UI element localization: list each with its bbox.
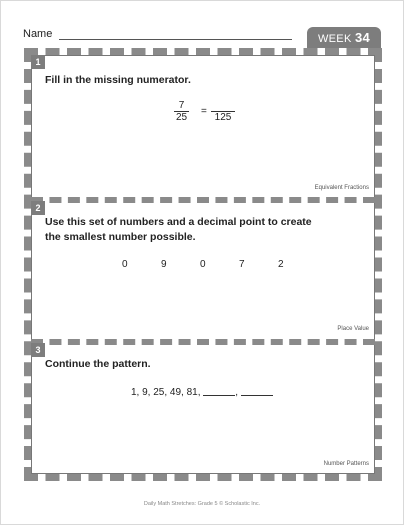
denominator: 125 <box>214 112 232 123</box>
skill-tag: Place Value <box>337 326 369 332</box>
problem-frame <box>24 48 382 481</box>
digit: 9 <box>161 259 167 270</box>
name-row <box>23 28 293 42</box>
problem-number: 2 <box>31 201 45 215</box>
copyright-footer: Daily Math Stretches: Grade 5 © Scholastic Inc. <box>143 501 261 507</box>
digit: 2 <box>278 259 284 270</box>
digit: 0 <box>200 259 206 270</box>
prompt-line: the smallest number possible. <box>45 231 196 243</box>
name-label: Name <box>23 28 53 40</box>
problem-number: 3 <box>31 343 45 357</box>
skill-tag: Equivalent Fractions <box>314 185 369 191</box>
week-label: WEEK <box>317 33 352 45</box>
week-number: 34 <box>354 30 370 45</box>
problem-prompt <box>45 73 191 88</box>
answer-blank[interactable] <box>241 385 273 396</box>
pattern-sequence: 1, 9, 25, 49, 81, <box>131 387 201 398</box>
missing-numerator-blank[interactable] <box>211 100 235 112</box>
problem-number: 1 <box>31 55 45 69</box>
prompt-line: Use this set of numbers and a decimal point to create <box>45 216 312 228</box>
week-tab <box>307 27 381 49</box>
problem-3-section <box>31 343 375 474</box>
problem-prompt <box>45 357 151 372</box>
pattern-separator: , <box>235 387 239 398</box>
equals-sign: = <box>201 106 207 117</box>
fraction-left <box>174 100 189 123</box>
fraction-right <box>211 100 235 123</box>
denominator: 25 <box>176 112 188 123</box>
skill-tag: Number Patterns <box>323 461 369 467</box>
answer-blank[interactable] <box>203 385 235 396</box>
number-pattern <box>131 385 273 398</box>
problem-prompt <box>45 215 312 245</box>
prompt-line: Continue the pattern. <box>45 358 151 370</box>
digit: 7 <box>239 259 245 270</box>
digit: 0 <box>122 259 128 270</box>
problem-1-section <box>31 55 375 203</box>
prompt-line: Fill in the missing numerator. <box>45 74 191 86</box>
problem-2-section <box>31 201 375 345</box>
numerator: 7 <box>174 100 189 112</box>
name-line[interactable] <box>59 39 292 40</box>
